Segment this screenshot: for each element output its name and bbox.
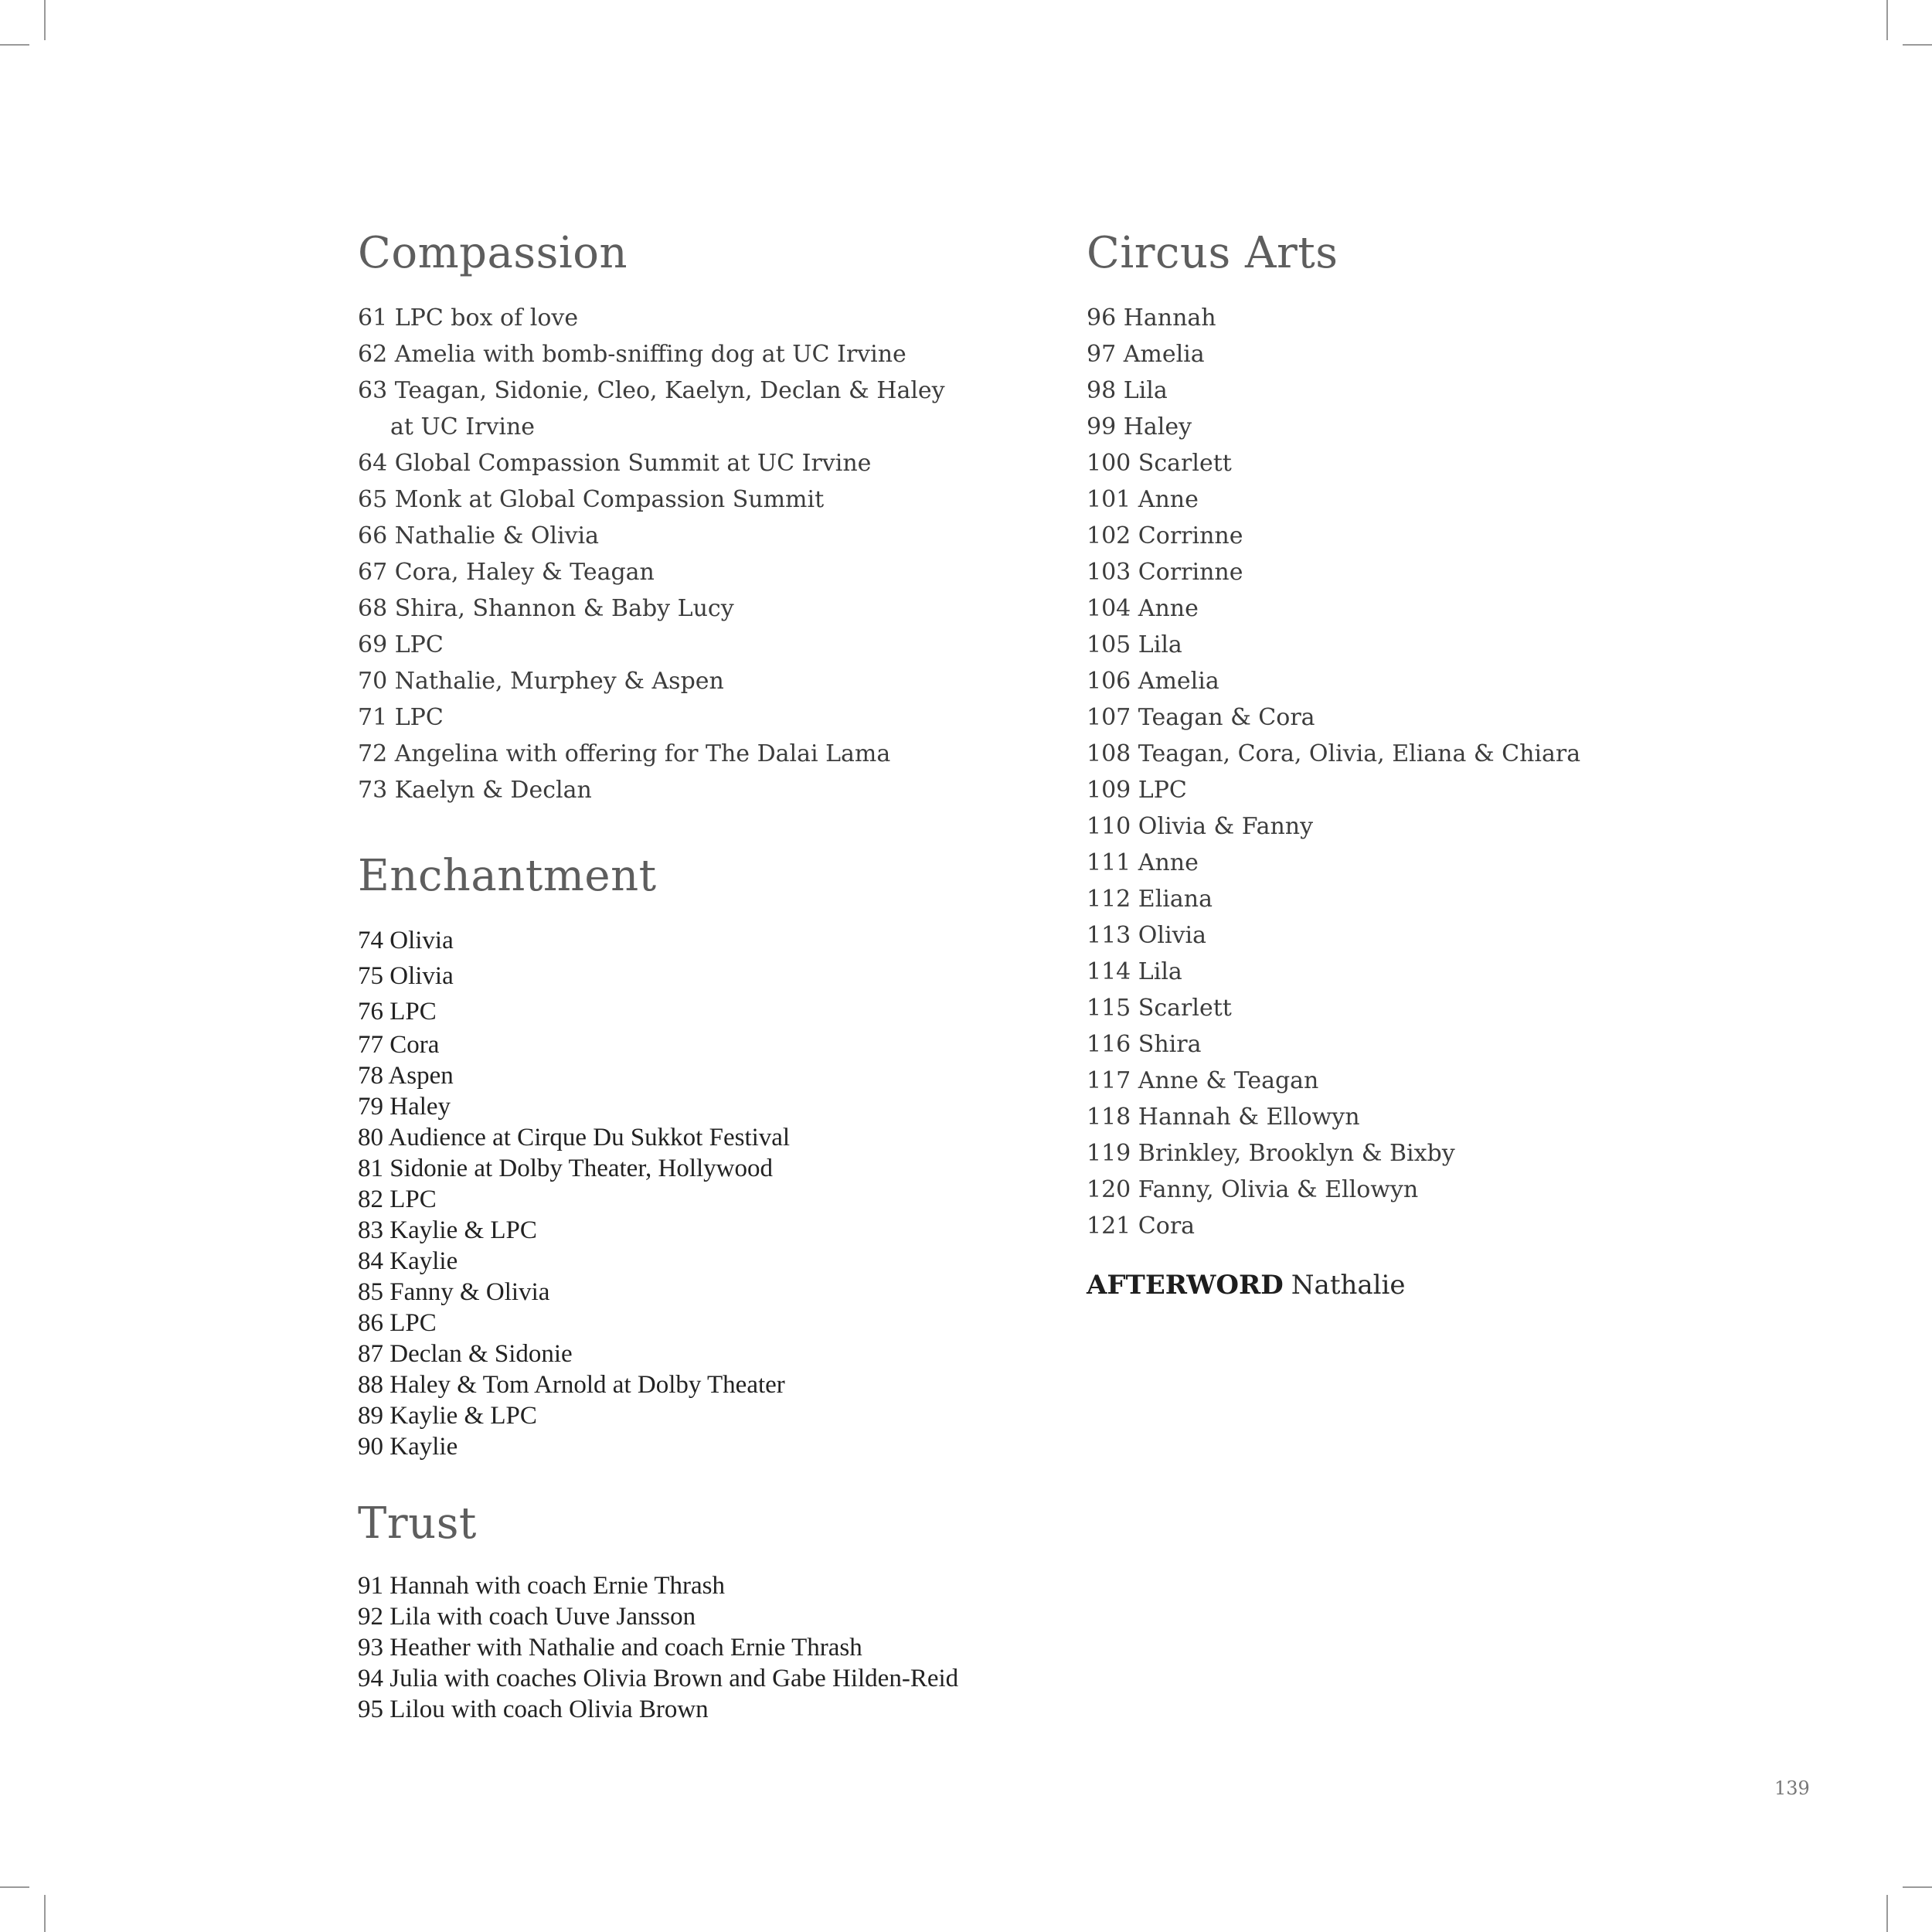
list-item-label: 100 Scarlett <box>1087 450 1232 477</box>
list-item-label: 109 LPC <box>1087 777 1187 804</box>
list-item <box>1087 663 1720 699</box>
list-item-label: 91 Hannah with coach Ernie Thrash <box>358 1572 725 1600</box>
list-item <box>1087 1099 1720 1135</box>
list-item <box>358 518 992 554</box>
list-item-label: 102 Corrinne <box>1087 522 1243 549</box>
list-item-label: 69 LPC <box>358 631 444 658</box>
list-item <box>358 1246 992 1277</box>
list-item-label: 82 LPC <box>358 1185 437 1213</box>
list-item <box>358 1338 992 1369</box>
list-item <box>358 372 992 445</box>
list-item-label: 110 Olivia & Fanny <box>1087 813 1314 840</box>
list-item-label: 83 Kaylie & LPC <box>358 1216 537 1244</box>
list-item <box>358 1060 992 1091</box>
list-item <box>1087 881 1720 917</box>
list-item <box>358 1091 992 1122</box>
list-item <box>1087 699 1720 736</box>
list-item <box>358 1601 992 1632</box>
list-item-continuation: at UC Irvine <box>390 413 536 440</box>
list-item-label: 86 LPC <box>358 1309 437 1337</box>
list-item-label: 67 Cora, Haley & Teagan <box>358 559 655 586</box>
list-item <box>358 699 992 736</box>
list-item-label: 103 Corrinne <box>1087 559 1243 586</box>
crop-mark-top-right-v <box>1886 0 1888 40</box>
list-item <box>358 1570 992 1601</box>
list-item-label: 119 Brinkley, Brooklyn & Bixby <box>1087 1140 1455 1167</box>
list-item-label: 71 LPC <box>358 704 444 731</box>
section-title: Trust <box>358 1498 477 1549</box>
list-item <box>358 1308 992 1338</box>
crop-mark-bottom-right-h <box>1903 1886 1932 1888</box>
list-item-label: 101 Anne <box>1087 486 1199 513</box>
section-compassion <box>358 223 992 808</box>
list-item <box>358 923 992 958</box>
list-item <box>1087 481 1720 518</box>
list-item <box>358 1400 992 1431</box>
list-item-label: 90 Kaylie <box>358 1433 458 1461</box>
list-item-label: 84 Kaylie <box>358 1247 458 1275</box>
list-item <box>358 300 992 336</box>
list-item-label: 107 Teagan & Cora <box>1087 704 1315 731</box>
list-item-label: 78 Aspen <box>358 1062 454 1090</box>
list-item <box>358 1369 992 1400</box>
list-item-label: 68 Shira, Shannon & Baby Lucy <box>358 595 734 622</box>
list-item <box>1087 917 1720 954</box>
list-item-label: 81 Sidonie at Dolby Theater, Hollywood <box>358 1155 773 1182</box>
list-item <box>1087 372 1720 409</box>
list-item <box>358 1215 992 1246</box>
list-item <box>358 554 992 590</box>
list-item-label: 79 Haley <box>358 1093 451 1121</box>
list-item-label: 74 Olivia <box>358 927 454 954</box>
list-item <box>1087 627 1720 663</box>
list-item <box>358 1431 992 1462</box>
list-item-label: 106 Amelia <box>1087 668 1219 695</box>
list-item <box>358 481 992 518</box>
list-item-label: 112 Eliana <box>1087 886 1213 913</box>
entry-list <box>358 923 992 1462</box>
list-item-label: 94 Julia with coaches Olivia Brown and Gabe Hilden-Reid <box>358 1665 959 1692</box>
afterword-label: AFTERWORD <box>1087 1270 1284 1301</box>
list-item <box>1087 845 1720 881</box>
list-item-label: 117 Anne & Teagan <box>1087 1067 1319 1094</box>
list-item <box>358 590 992 627</box>
list-item <box>358 445 992 481</box>
section-trust <box>358 1493 992 1725</box>
list-item <box>1087 1135 1720 1172</box>
list-item-label: 97 Amelia <box>1087 341 1205 368</box>
list-item-label: 95 Lilou with coach Olivia Brown <box>358 1696 709 1723</box>
list-item-label: 76 LPC <box>358 998 437 1026</box>
entry-list <box>358 300 992 808</box>
list-item-label: 105 Lila <box>1087 631 1182 658</box>
crop-mark-top-left-v <box>44 0 46 40</box>
list-item-label: 66 Nathalie & Olivia <box>358 522 600 549</box>
crop-mark-bottom-right-v <box>1886 1895 1888 1932</box>
list-item <box>358 1663 992 1694</box>
list-item <box>1087 590 1720 627</box>
list-item-label: 96 Hannah <box>1087 304 1216 332</box>
list-item-label: 62 Amelia with bomb-sniffing dog at UC Irvine <box>358 341 906 368</box>
list-item <box>1087 1063 1720 1099</box>
list-item <box>1087 409 1720 445</box>
section-enchantment <box>358 845 992 1462</box>
entry-list <box>358 1570 992 1725</box>
afterword <box>1087 1266 1720 1304</box>
list-item <box>1087 554 1720 590</box>
list-item <box>1087 990 1720 1026</box>
list-item <box>358 1029 992 1060</box>
list-item-label: 104 Anne <box>1087 595 1199 622</box>
list-item <box>358 1184 992 1215</box>
crop-mark-bottom-left-v <box>44 1895 46 1932</box>
list-item-label: 92 Lila with coach Uuve Jansson <box>358 1603 696 1631</box>
list-item <box>1087 954 1720 990</box>
list-item-label: 89 Kaylie & LPC <box>358 1402 537 1430</box>
list-item <box>1087 1026 1720 1063</box>
list-item-label: 80 Audience at Cirque Du Sukkot Festival <box>358 1124 791 1151</box>
list-item-label: 73 Kaelyn & Declan <box>358 777 592 804</box>
afterword-name: Nathalie <box>1291 1270 1406 1301</box>
list-item <box>1087 808 1720 845</box>
section-title: Compassion <box>358 228 628 278</box>
list-item <box>358 958 992 994</box>
list-item <box>358 336 992 372</box>
list-item <box>1087 1208 1720 1244</box>
crop-mark-top-left-h <box>0 44 29 46</box>
list-item-label: 113 Olivia <box>1087 922 1207 949</box>
list-item-label: 87 Declan & Sidonie <box>358 1340 573 1368</box>
page-number: 139 <box>1774 1777 1810 1799</box>
crop-mark-top-right-h <box>1903 44 1932 46</box>
list-item-label: 65 Monk at Global Compassion Summit <box>358 486 825 513</box>
list-item <box>358 1277 992 1308</box>
list-item <box>358 1122 992 1153</box>
list-item-label: 75 Olivia <box>358 962 454 990</box>
list-item-label: 93 Heather with Nathalie and coach Ernie Thrash <box>358 1634 862 1662</box>
list-item <box>358 736 992 772</box>
list-item-label: 114 Lila <box>1087 958 1182 985</box>
list-item-label: 111 Anne <box>1087 849 1199 876</box>
list-item <box>358 994 992 1029</box>
list-item-label: 116 Shira <box>1087 1031 1202 1058</box>
section-title: Circus Arts <box>1087 228 1338 278</box>
right-column <box>1087 223 1720 1304</box>
list-item-label: 85 Fanny & Olivia <box>358 1278 550 1306</box>
list-item <box>358 627 992 663</box>
list-item <box>358 1632 992 1663</box>
list-item-label: 61 LPC box of love <box>358 304 579 332</box>
list-item <box>1087 772 1720 808</box>
list-item <box>1087 445 1720 481</box>
list-item-label: 72 Angelina with offering for The Dalai Lama <box>358 740 891 767</box>
list-item <box>1087 336 1720 372</box>
left-column <box>358 223 992 1725</box>
list-item-label: 88 Haley & Tom Arnold at Dolby Theater <box>358 1371 785 1399</box>
list-item-label: 77 Cora <box>358 1031 440 1059</box>
list-item <box>358 1694 992 1725</box>
list-item <box>358 772 992 808</box>
crop-mark-bottom-left-h <box>0 1886 29 1888</box>
list-item <box>1087 518 1720 554</box>
list-item <box>358 663 992 699</box>
list-item-label: 63 Teagan, Sidonie, Cleo, Kaelyn, Declan & Haley <box>358 377 945 404</box>
list-item <box>1087 1172 1720 1208</box>
section-circus-arts <box>1087 223 1720 1244</box>
section-title: Enchantment <box>358 851 657 901</box>
list-item-label: 121 Cora <box>1087 1213 1196 1240</box>
list-item-label: 120 Fanny, Olivia & Ellowyn <box>1087 1176 1419 1203</box>
entry-list <box>1087 300 1720 1244</box>
list-item-label: 118 Hannah & Ellowyn <box>1087 1104 1360 1131</box>
list-item-label: 64 Global Compassion Summit at UC Irvine <box>358 450 872 477</box>
list-item-label: 108 Teagan, Cora, Olivia, Eliana & Chiara <box>1087 740 1581 767</box>
list-item-label: 115 Scarlett <box>1087 995 1232 1022</box>
list-item-label: 70 Nathalie, Murphey & Aspen <box>358 668 724 695</box>
list-item-label: 99 Haley <box>1087 413 1192 440</box>
list-item <box>358 1153 992 1184</box>
list-item-label: 98 Lila <box>1087 377 1168 404</box>
list-item <box>1087 736 1720 772</box>
list-item <box>1087 300 1720 336</box>
